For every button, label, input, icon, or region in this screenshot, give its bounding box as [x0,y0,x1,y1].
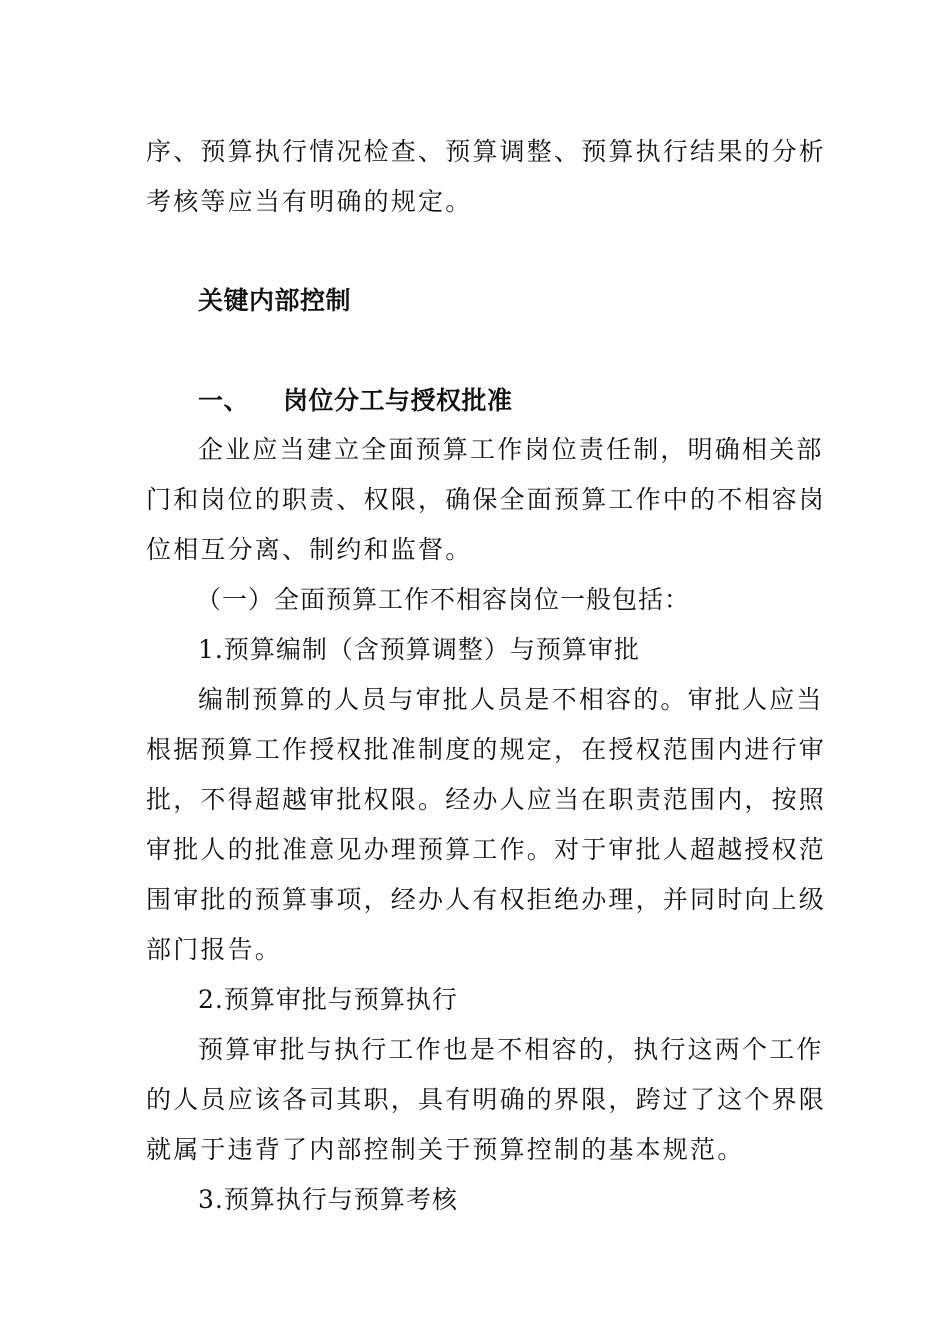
para1-line-1: 企业应当建立全面预算工作岗位责任制，明确相关部 [198,435,824,464]
item1-line-6: 部门报告。 [146,935,283,964]
subsection-title: 岗位分工与授权批准 [283,386,513,415]
subsection-heading [198,386,513,416]
item1-line-1: 编制预算的人员与审批人员是不相容的。审批人应当 [198,685,824,714]
item3-title: 3.预算执行与预算考核 [198,1185,458,1214]
intro-line-1: 序、预算执行情况检查、预算调整、预算执行结果的分析 [146,137,827,166]
item1-line-3: 批，不得超越审批权限。经办人应当在职责范围内，按照 [146,785,827,814]
item2-line-2: 的人员应该各司其职，具有明确的界限，跨过了这个界限 [146,1085,827,1114]
intro-line-2: 考核等应当有明确的规定。 [146,187,473,216]
para1-line-3: 位相互分离、制约和监督。 [146,535,473,564]
section-title: 关键内部控制 [198,286,352,315]
item1-line-4: 审批人的批准意见办理预算工作。对于审批人超越授权范 [146,835,827,864]
item1-line-2: 根据预算工作授权批准制度的规定，在授权范围内进行审 [146,735,827,764]
item2-line-1: 预算审批与执行工作也是不相容的，执行这两个工作 [198,1035,824,1064]
sub-heading: （一）全面预算工作不相容岗位一般包括： [196,585,691,614]
item2-line-3: 就属于违背了内部控制关于预算控制的基本规范。 [146,1135,745,1164]
item1-line-5: 围审批的预算事项，经办人有权拒绝办理，并同时向上级 [146,885,827,914]
subsection-number: 一、 [198,386,250,415]
para1-line-2: 门和岗位的职责、权限，确保全面预算工作中的不相容岗 [146,485,827,514]
item1-title: 1.预算编制（含预算调整）与预算审批 [198,635,640,664]
item2-title: 2.预算审批与预算执行 [198,985,458,1014]
